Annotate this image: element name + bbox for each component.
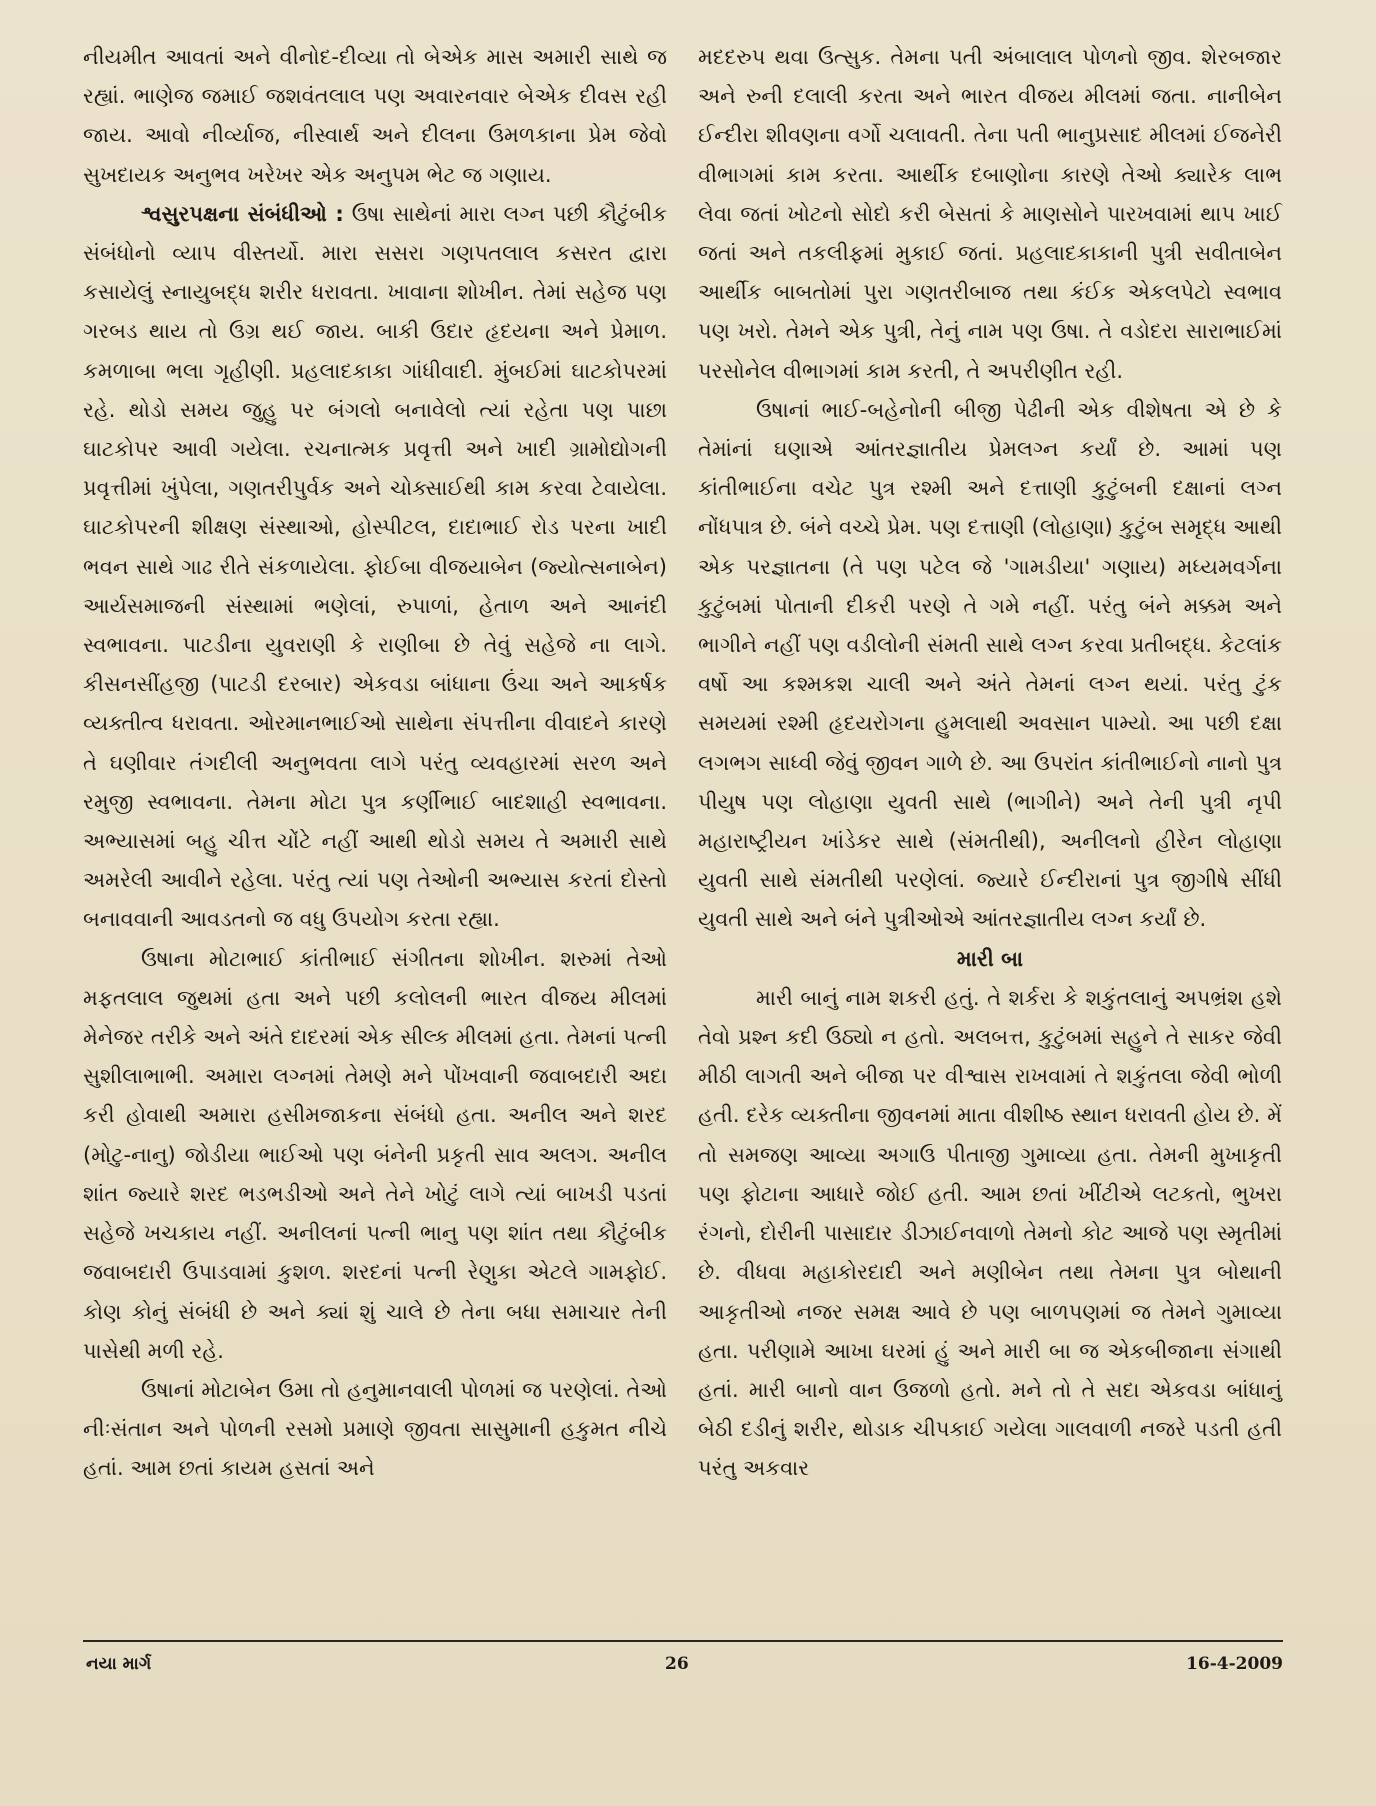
magazine-name: નયા માર્ગ — [86, 1654, 152, 1674]
paragraph-text: ઉષા સાથેનાં મારા લગ્ન પછી કૌટુંબીક સંબંધોનો વ્યાપ વીસ્તર્યો. મારા સસરા ગણપતલાલ કસરત દ્વારા કસાયેલું સ્નાયુબદ્ધ શરીર ધરાવતા. ખાવાના શોખીન. તેમાં સહેજ પણ ગરબડ થાય તો ઉગ્ર થઈ જાય. બાકી ઉદાર હૃદયના અને પ્રેમાળ. કમળાબા ભલા ગૃહીણી. પ્રહલાદકાકા ગાંધીવાદી. મુંબઈમાં ઘાટકોપરમાં રહે. થોડો સમય જુહુ પર બંગલો બનાવેલો ત્યાં રહેતા પણ પાછા ઘાટકોપર આવી ગયેલા. રચનાત્મક પ્રવૃત્તી અને ખાદી ગ્રામોદ્યોગની પ્રવૃત્તીમાં ખુંપેલા, ગણતરીપુર્વક અને ચોક્સાઈથી કામ કરવા ટેવાયેલા. ઘાટકોપરની શીક્ષણ સંસ્થાઓ, હોસ્પીટલ, દાદાભાઈ રોડ પરના ખાદી ભવન સાથે ગાઢ રીતે સંકળાયેલા. ફોઈબા વીજયાબેન (જ્યોત્સનાબેન) આર્યસમાજની સંસ્થામાં ભણેલાં, રુપાળાં, હેતાળ અને આનંદી સ્વભાવના. પાટડીના યુવરાણી કે રાણીબા છે તેવું સહેજે ના લાગે. કીસનસીંહજી (પાટડી દરબાર) એકવડા બાંધાના ઉંચા અને આકર્ષક વ્યક્તીત્વ ધરાવતા. ઓરમાનભાઈઓ સાથેના સંપત્તીના વીવાદને કારણે તે ઘણીવાર તંગદીલી અનુભવતા લાગે પરંતુ વ્યવહારમાં સરળ અને રમુજી સ્વભાવના. તેમના મોટા પુત્ર કર્ણીભાઈ બાદશાહી સ્વભાવના. અભ્યાસમાં બહુ ચીત્ત ચોંટે નહીં આથી થોડો સમય તે અમારી સાથે અમરેલી આવીને રહેલા. પરંતુ ત્યાં પણ તેઓની અભ્યાસ કરતાં દોસ્તો બનાવવાની આવડતનો જ વધુ ઉપયોગ કરતા રહ્યા. — [83, 201, 667, 932]
paragraph: ઉષાનાં ભાઈ-બહેનોની બીજી પેઢીની એક વીશેષતા એ છે કે તેમાંનાં ઘણાએ આંતરજ્ઞાતીય પ્રેમલગ્ન કર્યાં છે. આમાં પણ કાંતીભાઈના વચેટ પુત્ર રશ્મી અને દત્તાણી કુટુંબની દક્ષાનાં લગ્ન નોંધપાત્ર છે. બંને વચ્ચે પ્રેમ. પણ દત્તાણી (લોહાણા) કુટુંબ સમૃદ્ધ આથી એક પરજ્ઞાતના (તે પણ પટેલ જે 'ગામડીયા' ગણાય) મધ્યમવર્ગના કુટુંબમાં પોતાની દીકરી પરણે તે ગમે નહીં. પરંતુ બંને મક્કમ અને ભાગીને નહીં પણ વડીલોની સંમતી સાથે લગ્ન કરવા પ્રતીબદ્ધ. કેટલાંક વર્ષો આ કશ્મકશ ચાલી અને અંતે તેમનાં લગ્ન થયાં. પરંતુ ટુંક સમયમાં રશ્મી હૃદયરોગના હુમલાથી અવસાન પામ્યો. આ પછી દક્ષા લગભગ સાધ્વી જેવું જીવન ગાળે છે. આ ઉપરાંત કાંતીભાઈનો નાનો પુત્ર પીયુષ પણ લોહાણા યુવતી સાથે (ભાગીને) અને તેની પુત્રી નૃપી મહારાષ્ટ્રીયન ખાંડેકર સાથે (સંમતીથી), અનીલનો હીરેન લોહાણા યુવતી સાથે સંમતીથી પરણેલાં. જ્યારે ઈન્દીરાનાં પુત્ર જીગીષે સીંધી યુવતી સાથે અને બંને પુત્રીઓએ આંતરજ્ઞાતીય લગ્ન કર્યાં છે. — [698, 397, 1282, 932]
paragraph — [83, 195, 667, 940]
left-column — [83, 38, 667, 1489]
right-column — [698, 38, 1282, 1489]
footer-divider — [83, 1640, 1283, 1642]
paragraph: મારી બાનું નામ શકરી હતું. તે શર્કરા કે શકુંતલાનું અપભ્રંશ હશે તેવો પ્રશ્ન કદી ઉઠ્યો ન હતો. અલબત્ત, કુટુંબમાં સહુને તે સાકર જેવી મીઠી લાગતી અને બીજા પર વીશ્વાસ રાખવામાં તે શકુંતલા જેવી ભોળી હતી. દરેક વ્યક્તીના જીવનમાં માતા વીશીષ્ઠ સ્થાન ધરાવતી હોય છે. મેં તો સમજણ આવ્યા અગાઉ પીતાજી ગુમાવ્યા હતા. તેમની મુખાકૃતી પણ ફોટાના આધારે જોઈ હતી. આમ છતાં ખીંટીએ લટકતો, ભુખરા રંગનો, દોરીની પાસાદાર ડીઝાઈનવાળો તેમનો કોટ આજે પણ સ્મૃતીમાં છે. વીધવા મહાકોરદાદી અને મણીબેન તથા તેમના પુત્ર બોથાની આકૃતીઓ નજર સમક્ષ આવે છે પણ બાળપણમાં જ તેમને ગુમાવ્યા હતા. પરીણામે આખા ઘરમાં હું અને મારી બા જ એકબીજાના સંગાથી હતાં. મારી બાનો વાન ઉજળો હતો. મને તો તે સદા એકવડા બાંધાનું બેઠી દડીનું શરીર, થોડાક ચીપકાઈ ગયેલા ગાલવાળી નજરે પડતી હતી પરંતુ અકવાર — [698, 985, 1282, 1481]
issue-date: 16-4-2009 — [1186, 1654, 1283, 1674]
paragraph: નીયમીત આવતાં અને વીનોદ-દીવ્યા તો બેએક માસ અમારી સાથે જ રહ્યાં. ભાણેજ જમાઈ જશવંતલાલ પણ અવારનવાર બેએક દીવસ રહી જાય. આવો નીર્વ્યાજ, નીસ્વાર્થ અને દીલના ઉમળકાના પ્રેમ જેવો સુખદાયક અનુભવ ખરેખર એક અનુપમ ભેટ જ ગણાય. — [83, 45, 667, 187]
section-heading: મારી બા — [956, 946, 1024, 971]
paragraph: ઉષાનાં મોટાબેન ઉમા તો હનુમાનવાલી પોળમાં જ પરણેલાં. તેઓ નીઃસંતાન અને પોળની રસમો પ્રમાણે જીવતા સાસુમાની હકુમત નીચે હતાં. આમ છતાં કાયમ હસતાં અને — [83, 1377, 667, 1481]
paragraph: ઉષાના મોટાભાઈ કાંતીભાઈ સંગીતના શોખીન. શરુમાં તેઓ મફતલાલ જુથમાં હતા અને પછી કલોલની ભારત વીજય મીલમાં મેનેજર તરીકે અને અંતે દાદરમાં એક સીલ્ક મીલમાં હતા. તેમનાં પત્ની સુશીલાભાભી. અમારા લગ્નમાં તેમણે મને પોંખવાની જવાબદારી અદા કરી હોવાથી અમારા હસીમજાકના સંબંધો હતા. અનીલ અને શરદ (મોટુ-નાનુ) જોડીયા ભાઈઓ પણ બંનેની પ્રકૃતી સાવ અલગ. અનીલ શાંત જ્યારે શરદ ભડભડીઓ અને તેને ખોટું લાગે ત્યાં બાખડી પડતાં સહેજે ખચકાય નહીં. અનીલનાં પત્ની ભાનુ પણ શાંત તથા કૌટુંબીક જવાબદારી ઉપાડવામાં કુશળ. શરદનાં પત્ની રેણુકા એટલે ગામફોઈ. કોણ કોનું સંબંધી છે અને ક્યાં શું ચાલે છે તેના બધા સમાચાર તેની પાસેથી મળી રહે. — [83, 946, 667, 1363]
page-number: 26 — [665, 1654, 689, 1674]
paragraph: મદદરુપ થવા ઉત્સુક. તેમના પતી અંબાલાલ પોળનો જીવ. શેરબજાર અને રુની દલાલી કરતા અને ભારત વીજય મીલમાં જતા. નાનીબેન ઈન્દીરા શીવણના વર્ગો ચલાવતી. તેના પતી ભાનુપ્રસાદ મીલમાં ઈજનેરી વીભાગમાં કામ કરતા. આર્થીક દબાણોના કારણે તેઓ ક્યારેક લાભ લેવા જતાં ખોટનો સોદો કરી બેસતાં કે માણસોને પારખવામાં થાપ ખાઈ જતાં અને તકલીફમાં મુકાઈ જતાં. પ્રહલાદકાકાની પુત્રી સવીતાબેન આર્થીક બાબતોમાં પુરા ગણતરીબાજ તથા કંઈક એકલપેટો સ્વભાવ પણ ખરો. તેમને એક પુત્રી, તેનું નામ પણ ઉષા. તે વડોદરા સારાભાઈમાં પરસોનેલ વીભાગમાં કામ કરતી, તે અપરીણીત રહી. — [698, 45, 1282, 383]
section-lead: શ્વસુરપક્ષના સંબંધીઓ : — [141, 201, 344, 226]
